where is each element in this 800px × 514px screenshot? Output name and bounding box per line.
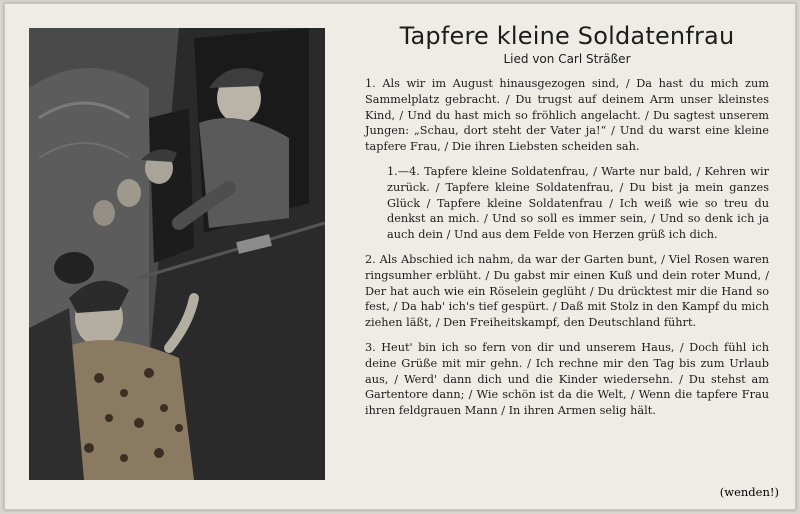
postcard xyxy=(4,3,796,510)
song-subtitle: Lied von Carl Sträßer xyxy=(503,52,631,66)
refrain: 1.—4. Tapfere kleine Soldatenfrau, / Warte nur bald, / Kehren wir zurück. / Tapfere kleine Soldatenfrau, / Du bist ja mein ganzes Glück / Tapfere kleine Soldatenfrau / Ich weiß wie so treu du denkst an mich. / Und so soll es immer sein, / Und so denk ich ja auch dein / Und aus dem Felde von Herzen grüß ich dich. xyxy=(387,164,769,242)
song-title: Tapfere kleine Soldatenfrau xyxy=(399,22,735,50)
soldiers-train-photo xyxy=(29,28,325,480)
verse-3: 3. Heut' bin ich so fern von dir und unserem Haus, / Doch fühl ich deine Grüße mit mir gehn. / Ich rechne mir den Tag bis zum Urlaub aus, / Werd' dann dich und die Kinder wiedersehn. / Du stehst am Gartentore dann; / Wie schön ist da die Welt, / Wenn die tapfere Frau ihren feldgrauen Mann / In ihren Armen selig hält. xyxy=(365,340,769,418)
turn-over-note: (wenden!) xyxy=(719,485,779,499)
verse-2: 2. Als Abschied ich nahm, da war der Garten bunt, / Viel Rosen waren ringsumher erblüht. / Du gabst mir einen Kuß und dein roter Mund, / Der hat auch wie ein Röselein geglüht / Du drücktest mir die Hand so fest, / Da hab' ich's tief gespürt. / Daß mit Stolz in den Kampf du mich ziehen läßt, / Den Freiheitskampf, den Deutschland führt. xyxy=(365,252,769,330)
song-text-column xyxy=(365,18,769,502)
verse-1: 1. Als wir im August hinausgezogen sind, / Da hast du mich zum Sammelplatz gebracht. / Du trugst auf deinem Arm unser kleinstes Kind, / Und du hast mich so fröhlich angelacht. / Du sagtest unserem Jungen: „Schau, dort steht der Vater ja!“ / Und du warst eine kleine tapfere Frau, / Die ihren Liebsten scheiden sah. xyxy=(365,77,769,154)
photo-illustration xyxy=(29,28,325,480)
